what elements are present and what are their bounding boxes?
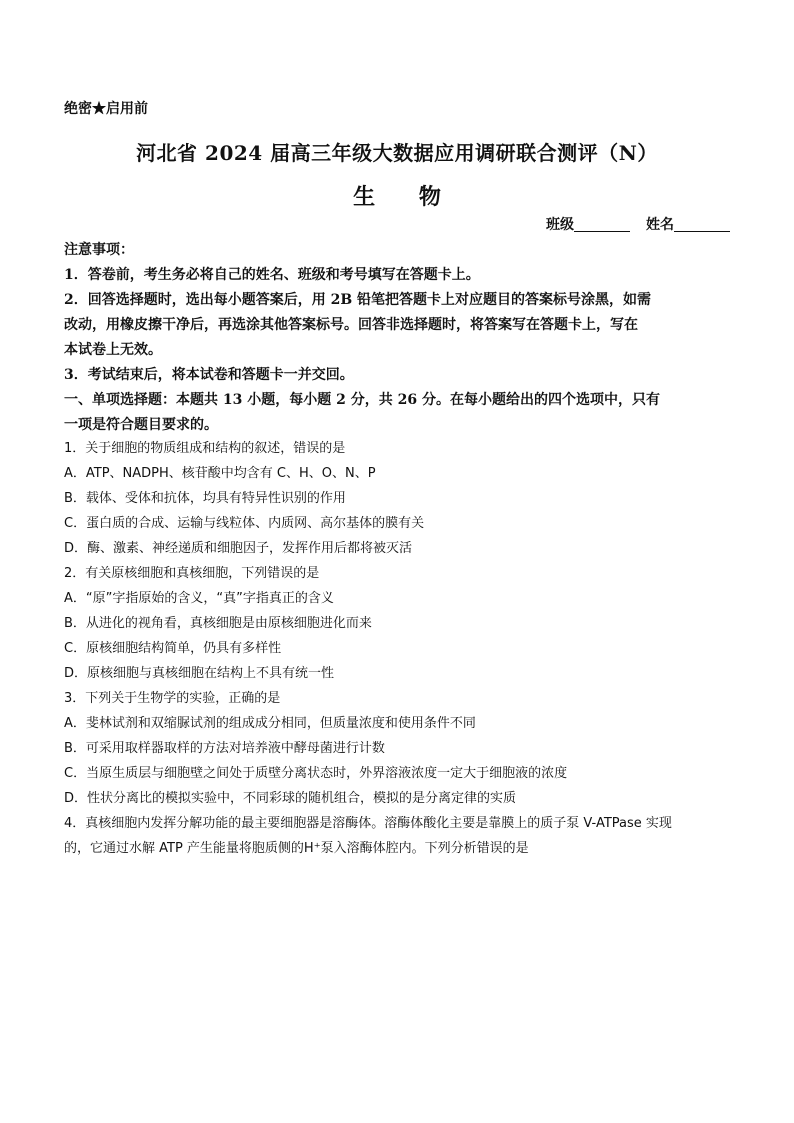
question-option: D．性状分离比的模拟实验中，不同彩球的随机组合，模拟的是分离定律的实质 xyxy=(64,791,517,806)
confidential-label: 绝密★启用前 xyxy=(64,101,148,117)
class-label: 班级 xyxy=(546,217,574,233)
class-name-fields xyxy=(546,214,730,234)
name-blank xyxy=(674,217,730,232)
question-option: D．原核细胞与真核细胞在结构上不具有统一性 xyxy=(64,666,335,681)
section-heading: 一、单项选择题：本题共 13 小题，每小题 2 分，共 26 分。在每小题给出的四个选项中，只有 xyxy=(64,392,660,408)
question-option: C．原核细胞结构简单，仍具有多样性 xyxy=(64,641,282,656)
question-stem: 3．下列关于生物学的实验，正确的是 xyxy=(64,691,281,706)
question-stem: 4．真核细胞内发挥分解功能的最主要细胞器是溶酶体。溶酶体酸化主要是靠膜上的质子泵 V-ATPase 实现 xyxy=(64,816,672,831)
questions-list xyxy=(64,436,730,861)
question-option: B．从进化的视角看，真核细胞是由原核细胞进化而来 xyxy=(64,616,372,631)
question-option: A．斐林试剂和双缩脲试剂的组成成分相同，但质量浓度和使用条件不同 xyxy=(64,716,476,731)
question-option: C．当原生质层与细胞壁之间处于质壁分离状态时，外界溶液浓度一定大于细胞液的浓度 xyxy=(64,766,568,781)
question-option: C．蛋白质的合成、运输与线粒体、内质网、高尔基体的膜有关 xyxy=(64,516,425,531)
question-option: A．ATP、NADPH、核苷酸中均含有 C、H、O、N、P xyxy=(64,466,376,481)
question-option: B．载体、受体和抗体，均具有特异性识别的作用 xyxy=(64,491,346,506)
notice-item: 改动，用橡皮擦干净后，再选涂其他答案标号。回答非选择题时，将答案写在答题卡上，写在 xyxy=(64,317,638,333)
notice-item: 1．答卷前，考生务必将自己的姓名、班级和考号填写在答题卡上。 xyxy=(64,267,480,283)
class-blank xyxy=(574,217,630,232)
notice-section xyxy=(64,238,730,438)
notice-item: 本试卷上无效。 xyxy=(64,342,162,358)
notice-item: 3．考试结束后，将本试卷和答题卡一并交回。 xyxy=(64,367,354,383)
question-option: B．可采用取样器取样的方法对培养液中酵母菌进行计数 xyxy=(64,741,385,756)
notice-item: 2．回答选择题时，选出每小题答案后，用 2B 铅笔把答题卡上对应题目的答案标号涂黑，如需 xyxy=(64,292,652,308)
question-stem-cont: 的，它通过水解 ATP 产生能量将胞质侧的H⁺泵入溶酶体腔内。下列分析错误的是 xyxy=(64,841,529,856)
section-heading-cont: 一项是符合题目要求的。 xyxy=(64,417,218,433)
exam-title: 河北省 2024 届高三年级大数据应用调研联合测评（N） xyxy=(136,141,658,165)
question-option: A．“原”字指原始的含义，“真”字指真正的含义 xyxy=(64,591,334,606)
name-label: 姓名 xyxy=(646,217,674,233)
subject-title: 生 物 xyxy=(353,184,459,210)
notice-heading: 注意事项： xyxy=(64,242,134,258)
question-stem: 1．关于细胞的物质组成和结构的叙述，错误的是 xyxy=(64,441,346,456)
question-option: D．酶、激素、神经递质和细胞因子，发挥作用后都将被灭活 xyxy=(64,541,413,556)
question-stem: 2．有关原核细胞和真核细胞，下列错误的是 xyxy=(64,566,320,581)
